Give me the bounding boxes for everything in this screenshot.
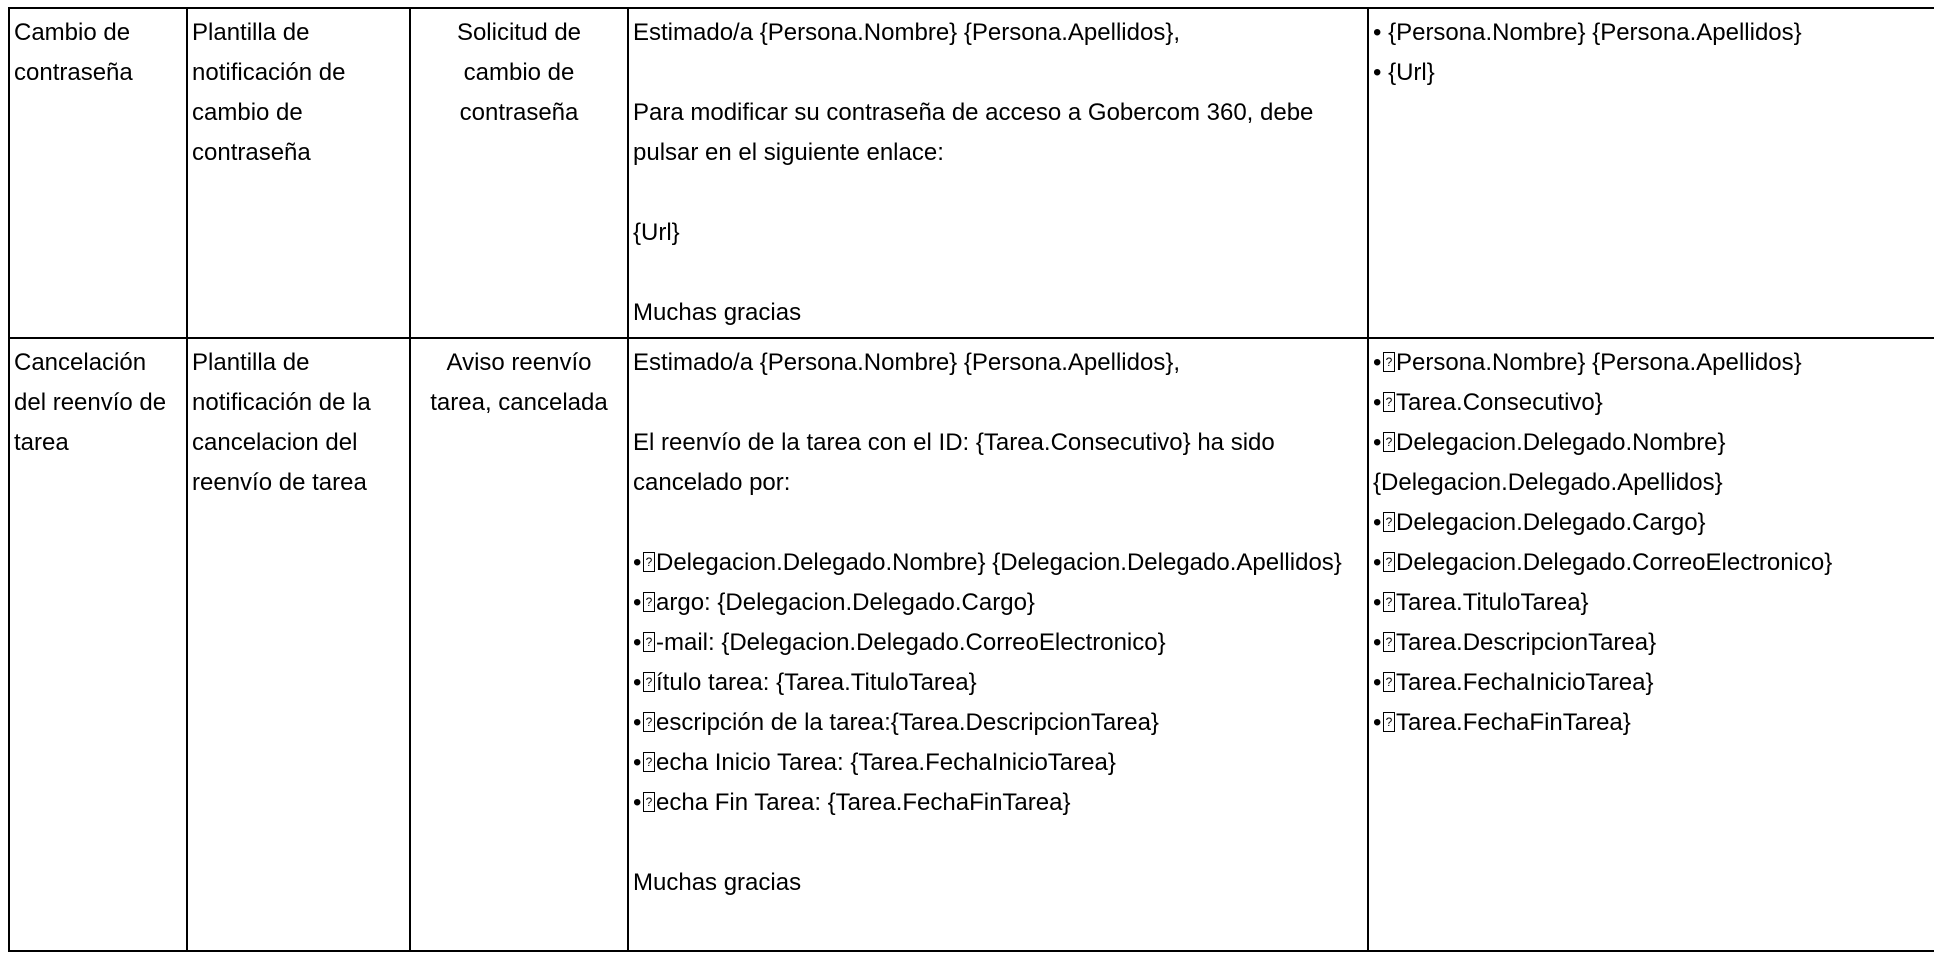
bullet-icon: • <box>1373 709 1382 736</box>
body-url: {Url} <box>633 219 680 246</box>
body-bullet <box>633 623 1363 663</box>
variable-text: Tarea.FechaFinTarea} <box>1396 709 1631 736</box>
bullet-icon: • <box>633 669 642 696</box>
body-bullet <box>633 783 1363 823</box>
missing-glyph-icon: ? <box>1383 672 1395 692</box>
missing-glyph-icon: ? <box>643 672 655 692</box>
bullet-icon: • <box>633 709 642 736</box>
body-closing: Muchas gracias <box>633 299 802 326</box>
subject-cell <box>410 338 628 951</box>
variables-cell <box>1368 8 1934 338</box>
body-cell <box>628 338 1368 951</box>
bullet-icon: • <box>1373 669 1382 696</box>
bullet-icon: • <box>633 629 642 656</box>
body-paragraph: Para modificar su contraseña de acceso a Gobercom 360, debe pulsar en el siguiente enlace: <box>633 99 1314 166</box>
body-cell <box>628 8 1368 338</box>
missing-glyph-icon: ? <box>1383 352 1395 372</box>
missing-glyph-icon: ? <box>643 712 655 732</box>
template-text: Plantilla de notificación de cambio de contraseña <box>192 19 346 166</box>
body-bullet-text: argo: {Delegacion.Delegado.Cargo} <box>656 589 1035 616</box>
variable-item <box>1373 703 1934 743</box>
body-bullet-text: echa Inicio Tarea: {Tarea.FechaInicioTarea} <box>656 749 1116 776</box>
variable-text: Delegacion.Delegado.Cargo} <box>1396 509 1706 536</box>
bullet-icon: • <box>633 549 642 576</box>
bullet-icon: • <box>1373 509 1382 536</box>
body-bullet-text: ítulo tarea: {Tarea.TituloTarea} <box>656 669 977 696</box>
missing-glyph-icon: ? <box>1383 632 1395 652</box>
subject-cell <box>410 8 628 338</box>
missing-glyph-icon: ? <box>1383 592 1395 612</box>
event-text: Cambio de contraseña <box>14 19 133 86</box>
bullet-icon: • <box>1373 589 1382 616</box>
missing-glyph-icon: ? <box>643 632 655 652</box>
body-paragraph: El reenvío de la tarea con el ID: {Tarea.Consecutivo} ha sido cancelado por: <box>633 429 1275 496</box>
variable-item <box>1373 623 1934 663</box>
variable-item: • {Url} <box>1373 59 1435 86</box>
bullet-icon: • <box>1373 629 1382 656</box>
variable-item <box>1373 383 1934 423</box>
variable-item <box>1373 583 1934 623</box>
bullet-icon: • <box>1373 549 1382 576</box>
variable-text: Delegacion.Delegado.CorreoElectronico} <box>1396 549 1833 576</box>
template-text: Plantilla de notificación de la cancelacion del reenvío de tarea <box>192 349 371 496</box>
bullet-icon: • <box>1373 349 1382 376</box>
missing-glyph-icon: ? <box>1383 712 1395 732</box>
body-bullet <box>633 743 1363 783</box>
body-bullet <box>633 583 1363 623</box>
subject-text: Solicitud de cambio de contraseña <box>456 19 582 126</box>
subject-text: Aviso reenvío tarea, cancelada <box>430 349 608 416</box>
variable-text: Persona.Nombre} {Persona.Apellidos} <box>1396 349 1802 376</box>
variable-text: Tarea.DescripcionTarea} <box>1396 629 1657 656</box>
missing-glyph-icon: ? <box>1383 392 1395 412</box>
missing-glyph-icon: ? <box>643 592 655 612</box>
bullet-icon: • <box>633 789 642 816</box>
body-bullet-text: Delegacion.Delegado.Nombre} {Delegacion.Delegado.Apellidos} <box>656 549 1342 576</box>
body-bullet <box>633 703 1363 743</box>
missing-glyph-icon: ? <box>643 752 655 772</box>
missing-glyph-icon: ? <box>1383 432 1395 452</box>
body-greeting: Estimado/a {Persona.Nombre} {Persona.Apellidos}, <box>633 19 1180 46</box>
variable-text: Tarea.TituloTarea} <box>1396 589 1589 616</box>
variable-item: • {Persona.Nombre} {Persona.Apellidos} <box>1373 19 1802 46</box>
bullet-icon: • <box>633 749 642 776</box>
variable-item <box>1373 663 1934 703</box>
variable-item <box>1373 503 1934 543</box>
bullet-icon: • <box>1373 429 1382 456</box>
notification-templates-table <box>8 7 1934 952</box>
table-row <box>9 8 1934 338</box>
template-cell <box>187 338 410 951</box>
variable-text: Tarea.Consecutivo} <box>1396 389 1603 416</box>
body-bullet <box>633 543 1363 583</box>
variable-text: Tarea.FechaInicioTarea} <box>1396 669 1654 696</box>
variable-text: Delegacion.Delegado.Nombre} {Delegacion.Delegado.Apellidos} <box>1373 429 1726 496</box>
body-bullet-text: -mail: {Delegacion.Delegado.CorreoElectronico} <box>656 629 1166 656</box>
missing-glyph-icon: ? <box>643 792 655 812</box>
body-bullet-text: escripción de la tarea:{Tarea.DescripcionTarea} <box>656 709 1159 736</box>
event-cell <box>9 8 187 338</box>
event-text: Cancelación del reenvío de tarea <box>14 349 167 456</box>
body-bullet-text: echa Fin Tarea: {Tarea.FechaFinTarea} <box>656 789 1071 816</box>
missing-glyph-icon: ? <box>1383 552 1395 572</box>
template-cell <box>187 8 410 338</box>
variable-item <box>1373 543 1934 583</box>
variables-cell <box>1368 338 1934 951</box>
variable-item <box>1373 423 1934 503</box>
body-bullet <box>633 663 1363 703</box>
table-row <box>9 338 1934 951</box>
body-greeting: Estimado/a {Persona.Nombre} {Persona.Apellidos}, <box>633 349 1180 376</box>
missing-glyph-icon: ? <box>643 552 655 572</box>
event-cell <box>9 338 187 951</box>
variable-item <box>1373 343 1934 383</box>
bullet-icon: • <box>633 589 642 616</box>
missing-glyph-icon: ? <box>1383 512 1395 532</box>
body-closing: Muchas gracias <box>633 869 802 896</box>
bullet-icon: • <box>1373 389 1382 416</box>
